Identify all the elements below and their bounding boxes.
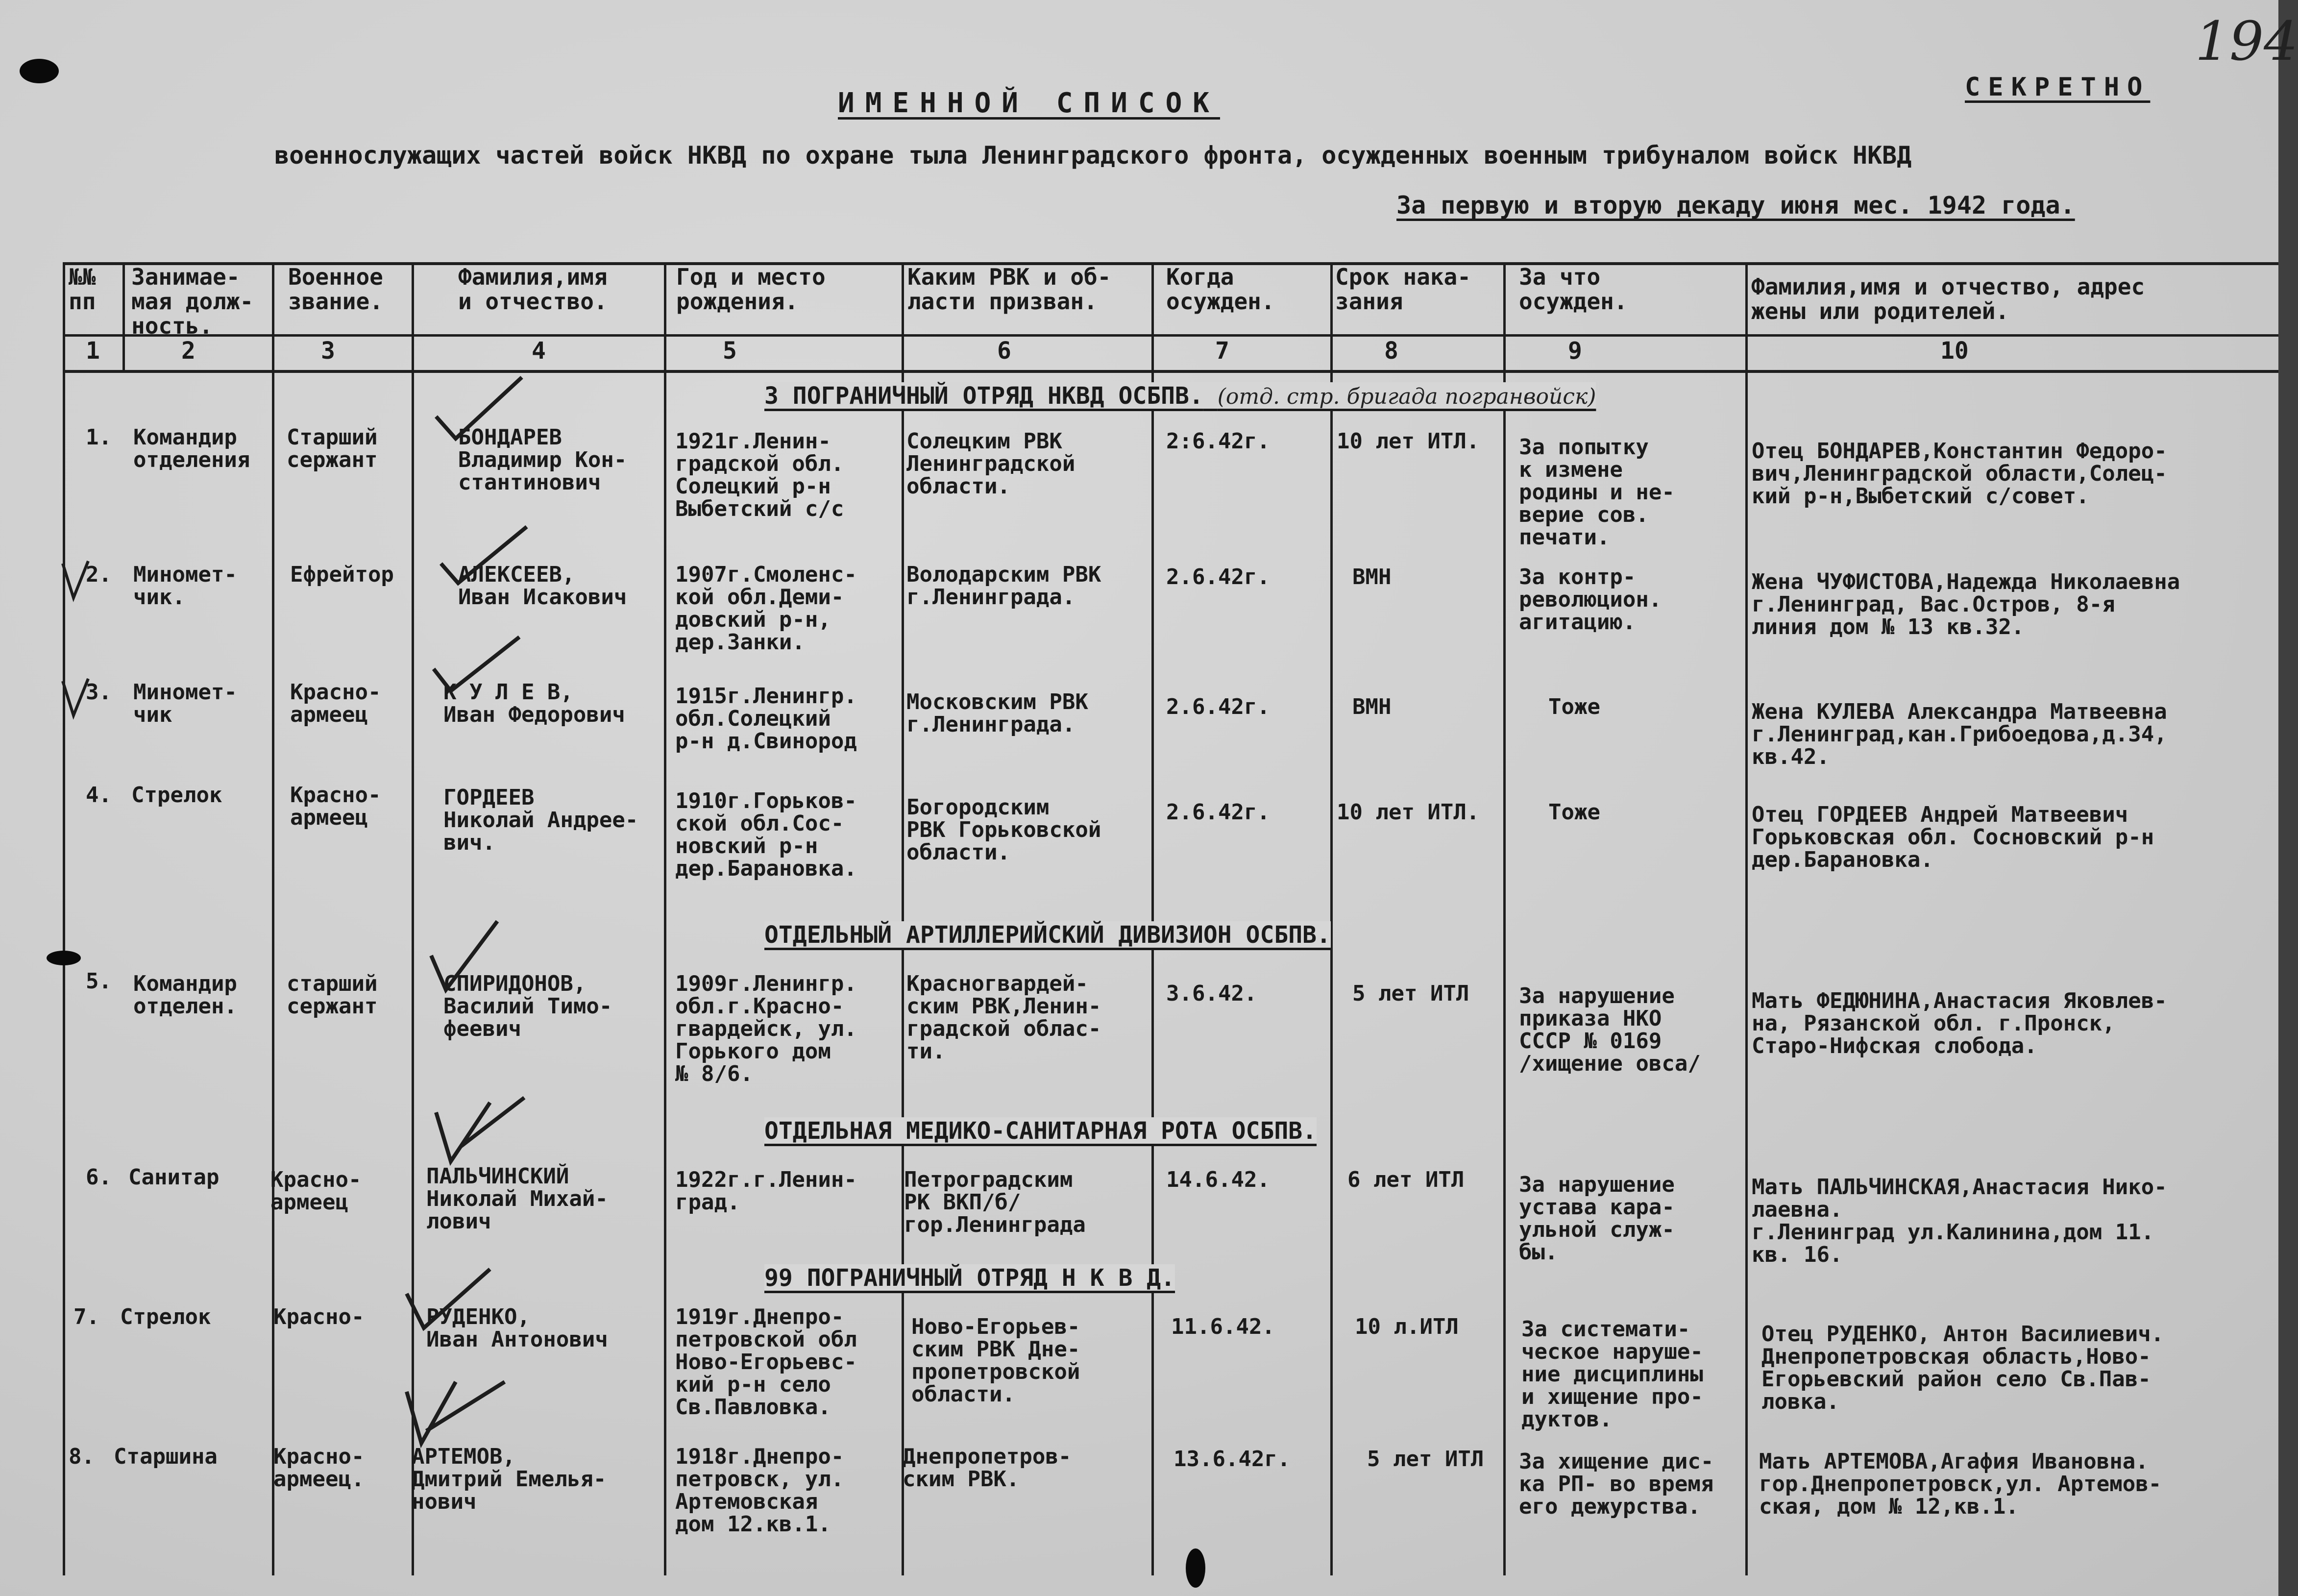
row-position: Стрелок	[131, 783, 222, 808]
row-name: К У Л Е В, Иван Федорович	[443, 680, 625, 727]
row-rvk: Днепропетров- ским РВК.	[903, 1444, 1072, 1492]
row-number: 3.	[86, 680, 112, 705]
section-heading: ОТДЕЛЬНАЯ МЕДИКО-САНИТАРНАЯ РОТА ОСБПВ.	[764, 1117, 1317, 1145]
row-date: 2.6.42г.	[1166, 800, 1270, 825]
classification-stamp: СЕКРЕТНО	[1965, 73, 2151, 102]
check-mark	[436, 519, 534, 593]
column-border	[1745, 262, 1748, 1575]
row-term: 6 лет ИТЛ	[1347, 1167, 1465, 1192]
binding-hole	[20, 59, 59, 83]
row-reason: Тоже	[1548, 800, 1600, 825]
row-reason: За нарушение приказа НКО СССР № 0169 /хищение овса/	[1519, 983, 1701, 1076]
row-rank: Красно-	[273, 1304, 365, 1329]
row-rank: Красно- армеец	[270, 1167, 362, 1215]
row-reason: Тоже	[1548, 694, 1600, 719]
column-number: 4	[532, 337, 546, 365]
row-date: 2:6.42г.	[1166, 429, 1270, 454]
column-border	[1503, 262, 1506, 1575]
row-relatives: Отец БОНДАРЕВ,Константин Федоро- вич,Ленинградской области,Солец- кий р-н,Выбетский с/совет.	[1752, 439, 2167, 509]
section-handwritten-note: (отд. стр. бригада погранвойск)	[1217, 384, 1596, 409]
row-rvk: Московским РВК г.Ленинграда.	[906, 689, 1088, 737]
column-number: 9	[1568, 337, 1582, 365]
row-rvk: Петроградским РК ВКП/б/ гор.Ленинграда	[904, 1167, 1086, 1237]
header-birth: Год и место рождения.	[676, 264, 826, 315]
check-mark	[431, 1083, 529, 1166]
report-period: За первую и вторую декаду июня мес. 1942 года.	[1396, 191, 2075, 220]
header-relatives: Фамилия,имя и отчество, адрес жены или родителей.	[1751, 273, 2145, 324]
column-number: 7	[1215, 337, 1229, 365]
column-border	[122, 262, 125, 372]
row-relatives: Жена ЧУФИСТОВА,Надежда Николаевна г.Ленинград, Вас.Остров, 8-я линия дом № 13 кв.32.	[1752, 569, 2180, 639]
column-border	[63, 262, 65, 1575]
row-name: БОНДАРЕВ Владимир Кон- стантинович	[458, 425, 627, 495]
column-number: 1	[86, 337, 100, 365]
row-date: 3.6.42.	[1166, 981, 1257, 1006]
row-reason: За нарушение устава кара- ульной служ- бы.	[1519, 1172, 1675, 1265]
binding-hole	[47, 951, 81, 965]
row-number: 1.	[86, 425, 112, 450]
header-position: Занимае- мая долж- ность.	[131, 264, 254, 339]
row-relatives: Отец РУДЕНКО, Антон Василиевич. Днепропетровская область,Ново- Егорьевский район село Св.Пав- ловка.	[1761, 1322, 2164, 1414]
column-border	[902, 262, 904, 1575]
column-number: 2	[181, 337, 196, 365]
row-name: АЛЕКСЕЕВ, Иван Исакович	[458, 562, 627, 610]
document-subtitle: военнослужащих частей войск НКВД по охране тыла Ленинградского фронта, осужденных военным трибуналом войск НКВД	[274, 141, 1912, 170]
section-heading: 99 ПОГРАНИЧНЫЙ ОТРЯД Н К В Д.	[764, 1264, 1175, 1292]
row-relatives: Мать ПАЛЬЧИНСКАЯ,Анастасия Нико- лаевна. г.Ленинград ул.Калинина,дом 11. кв. 16.	[1752, 1175, 2167, 1267]
header-separator	[64, 334, 2278, 337]
check-mark	[59, 559, 93, 603]
row-date: 2.6.42г.	[1166, 565, 1270, 589]
row-position: Санитар	[128, 1165, 220, 1190]
row-position: Стрелок	[120, 1304, 211, 1329]
column-number: 6	[997, 337, 1011, 365]
column-number: 8	[1384, 337, 1398, 365]
header-date: Когда осужден.	[1166, 264, 1275, 315]
check-mark	[59, 676, 93, 720]
row-name: ГОРДЕЕВ Николай Андрее- вич.	[443, 785, 638, 855]
row-name: АРТЕМОВ, Дмитрий Емелья- нович	[412, 1444, 607, 1514]
row-date: 14.6.42.	[1166, 1167, 1270, 1192]
row-position: Миномет- чик	[133, 680, 237, 727]
row-number: 4.	[86, 783, 112, 808]
row-relatives: Мать АРТЕМОВА,Агафия Ивановна. гор.Днепропетровск,ул. Артемов- ская, дом № 12,кв.1.	[1759, 1449, 2162, 1519]
row-birth: 1910г.Горьков- ской обл.Сос- новский р-н дер.Барановка.	[675, 788, 857, 881]
section-label: 3 ПОГРАНИЧНЫЙ ОТРЯД НКВД ОСБПВ.	[764, 382, 1203, 410]
row-number: 5.	[86, 969, 112, 994]
row-date: 11.6.42.	[1171, 1314, 1275, 1339]
header-no: №№ пп	[69, 264, 96, 315]
row-position: Командир отделения	[133, 425, 250, 472]
row-rvk: Богородским РВК Горьковской области.	[906, 795, 1101, 865]
row-name: СПИРИДОНОВ, Василий Тимо- феевич	[443, 971, 612, 1041]
row-rvk: Солецким РВК Ленинградской области.	[906, 429, 1076, 499]
row-rvk: Ново-Егорьев- ским РВК Дне- пропетровской области.	[911, 1314, 1080, 1407]
header-term: Срок нака- зания	[1335, 264, 1471, 315]
row-term: 5 лет ИТЛ	[1367, 1447, 1484, 1472]
row-reason: За попытку к измене родины и не- верие сов. печати.	[1519, 435, 1675, 550]
row-birth: 1915г.Ленингр. обл.Солецкий р-н д.Свинород	[675, 684, 857, 754]
section-heading	[764, 382, 1596, 410]
row-birth: 1922г.г.Ленин- град.	[675, 1167, 857, 1215]
row-name: ПАЛЬЧИНСКИЙ Николай Михай- лович	[426, 1164, 608, 1234]
row-position: Командир отделен.	[133, 971, 237, 1019]
row-rank: Старший сержант	[287, 425, 378, 472]
row-birth: 1919г.Днепро- петровской обл Ново-Егорьевс- кий р-н село Св.Павловка.	[675, 1304, 857, 1420]
row-birth: 1918г.Днепро- петровск, ул. Артемовская дом 12.кв.1.	[675, 1444, 844, 1537]
check-mark	[431, 372, 529, 446]
check-mark	[402, 1362, 510, 1450]
header-rvk: Каким РВК и об- ласти призван.	[907, 264, 1111, 315]
row-term: 10 лет ИТЛ.	[1337, 800, 1480, 825]
header-rank: Военное звание.	[288, 264, 383, 315]
check-mark	[429, 630, 527, 698]
row-rvk: Красногвардей- ским РВК,Ленин- градской облас- ти.	[906, 971, 1101, 1064]
row-date: 2.6.42г.	[1166, 694, 1270, 719]
row-position: Миномет- чик.	[133, 562, 237, 610]
row-relatives: Отец ГОРДЕЕВ Андрей Матвеевич Горьковская обл. Сосновский р-н дер.Барановка.	[1752, 802, 2154, 872]
row-term: 10 лет ИТЛ.	[1337, 429, 1480, 454]
row-relatives: Мать ФЕДЮНИНА,Анастасия Яковлев- на, Рязанской обл. г.Пронск, Старо-Нифская слобода.	[1752, 988, 2167, 1058]
binding-hole	[1186, 1548, 1205, 1588]
row-rank: Красно- армеец	[290, 680, 381, 727]
row-reason: За системати- ческое наруше- ние дисциплины и хищение про- дуктов.	[1521, 1317, 1703, 1432]
row-term: 10 л.ИТЛ	[1355, 1314, 1459, 1339]
row-birth: 1909г.Ленингр. обл.г.Красно- гвардейск, ул. Горького дом № 8/6.	[675, 971, 857, 1086]
row-date: 13.6.42г.	[1173, 1447, 1291, 1472]
row-number: 7.	[73, 1304, 99, 1329]
header-reason: За что осужден.	[1519, 264, 1628, 315]
column-number: 10	[1940, 337, 1969, 365]
row-number: 6.	[86, 1165, 112, 1190]
row-number: 8.	[69, 1444, 95, 1469]
row-reason: За хищение дис- ка РП- во время его дежурства.	[1519, 1449, 1714, 1519]
row-rank: Красно- армеец	[290, 783, 381, 830]
header-name: Фамилия,имя и отчество.	[458, 264, 608, 315]
column-border	[664, 262, 666, 1575]
column-border	[1330, 262, 1333, 1575]
check-mark	[426, 916, 505, 995]
check-mark	[402, 1264, 500, 1333]
row-name: РУДЕНКО, Иван Антонович	[426, 1304, 608, 1352]
row-rank: старший сержант	[287, 971, 378, 1019]
row-rvk: Володарским РВК г.Ленинграда.	[906, 562, 1101, 610]
row-rank: Красно- армеец.	[273, 1444, 365, 1492]
row-birth: 1907г.Смоленс- кой обл.Деми- довский р-н, дер.Занки.	[675, 562, 857, 655]
row-reason: За контр- революцион. агитацию.	[1519, 565, 1662, 635]
page-number: 194	[2195, 10, 2298, 73]
row-number: 2.	[86, 562, 112, 587]
document-title: ИМЕННОЙ СПИСОК	[838, 87, 1221, 119]
column-border	[272, 262, 274, 1575]
row-term: 5 лет ИТЛ	[1352, 981, 1469, 1006]
section-heading: ОТДЕЛЬНЫЙ АРТИЛЛЕРИЙСКИЙ ДИВИЗИОН ОСБПВ.	[764, 921, 1331, 949]
column-number: 5	[723, 337, 737, 365]
row-birth: 1921г.Ленин- градской обл. Солецкий р-н Выбетский с/с	[675, 429, 844, 521]
row-relatives: Жена КУЛЕВА Александра Матвеевна г.Ленинград,кан.Грибоедова,д.34, кв.42.	[1752, 699, 2167, 769]
column-border	[1151, 262, 1154, 1575]
column-number-separator	[64, 370, 2278, 373]
column-number: 3	[321, 337, 335, 365]
row-position: Старшина	[114, 1444, 218, 1469]
row-rank: Ефрейтор	[290, 562, 394, 587]
row-term: ВМН	[1352, 694, 1392, 719]
row-term: ВМН	[1352, 565, 1392, 589]
